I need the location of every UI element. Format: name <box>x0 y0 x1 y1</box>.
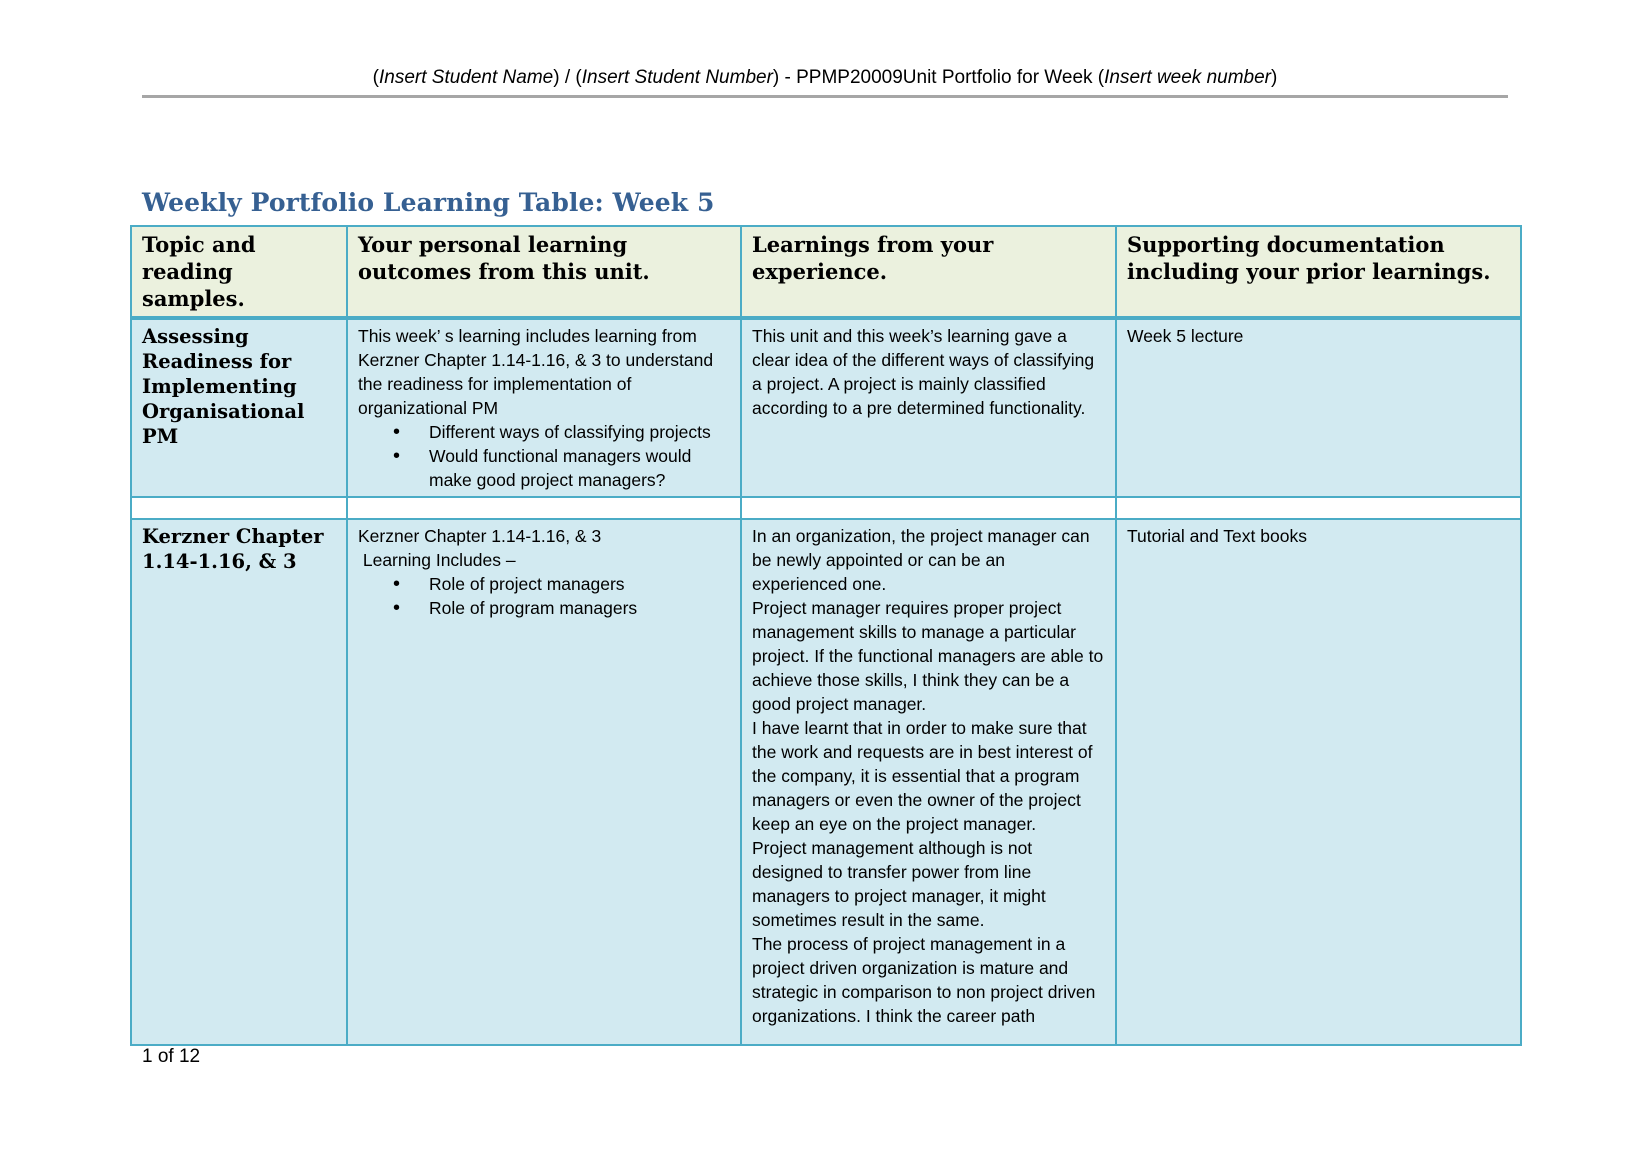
column-header-experience: Learnings from your experience. <box>741 226 1116 318</box>
spacer-cell <box>1116 497 1521 519</box>
spacer-cell <box>347 497 741 519</box>
experience-paragraph: I have learnt that in order to make sure that the work and requests are in best interest of the company, it is essential that a program managers or even the owner of the project keep an eye on the project manager. <box>752 718 1093 834</box>
page-number: 1 of 12 <box>142 1046 201 1067</box>
row2-documentation: Tutorial and Text books <box>1116 519 1521 1045</box>
row2-outcomes-list <box>358 572 730 620</box>
experience-paragraph: In an organization, the project manager can be newly appointed or can be an experienced one. <box>752 526 1090 594</box>
experience-paragraph: Project manager requires proper project management skills to manage a particular project. If the functional managers are able to achieve those skills, I think they can be a good project manager. <box>752 598 1104 714</box>
table-row <box>131 318 1521 497</box>
header-open: ( <box>372 67 379 88</box>
row2-topic: Kerzner Chapter 1.14-1.16, & 3 <box>131 519 347 1045</box>
header-week-number: Insert week number <box>1104 67 1271 88</box>
spacer-cell <box>741 497 1116 519</box>
table-spacer-row <box>131 497 1521 519</box>
list-item: • Would functional managers would make good project managers? <box>429 444 730 492</box>
header-close: ) <box>1271 67 1278 88</box>
page-header <box>142 66 1508 90</box>
list-item: • Role of project managers <box>429 572 730 596</box>
row1-outcomes <box>347 318 741 497</box>
spacer-cell <box>131 497 347 519</box>
experience-paragraph: Project management although is not designed to transfer power from line managers to project manager, it might sometimes result in the same. <box>752 838 1046 930</box>
row1-experience: This unit and this week’s learning gave a clear idea of the different ways of classifying a project. A project is mainly classified according to a pre determined functionality. <box>741 318 1116 497</box>
header-unit-text: ) - PPMP20009Unit Portfolio for Week ( <box>772 67 1105 88</box>
row2-experience <box>741 519 1116 1045</box>
row2-experience-text <box>752 524 1105 1040</box>
column-header-topic: Topic and reading samples. <box>131 226 347 318</box>
table-header-row <box>131 226 1521 318</box>
column-header-outcomes: Your personal learning outcomes from this unit. <box>347 226 741 318</box>
row1-outcomes-list <box>358 420 730 492</box>
row1-outcomes-intro: This week’ s learning includes learning from Kerzner Chapter 1.14-1.16, & 3 to understand the readiness for implementation of organizational PM <box>358 326 714 418</box>
row2-outcomes-line2: Learning Includes – <box>358 550 516 570</box>
column-header-documentation: Supporting documentation including your prior learnings. <box>1116 226 1521 318</box>
list-item: • Role of program managers <box>429 596 730 620</box>
header-separator: ) / ( <box>553 67 582 88</box>
row2-outcomes-line1: Kerzner Chapter 1.14-1.16, & 3 <box>358 526 602 546</box>
document-title: Weekly Portfolio Learning Table: Week 5 <box>142 188 715 217</box>
header-rule <box>142 95 1508 98</box>
header-student-number: Insert Student Number <box>581 67 773 88</box>
experience-paragraph: The process of project management in a project driven organization is mature and strategic in comparison to non project driven organizations. I think the career path <box>752 934 1096 1026</box>
row1-topic: Assessing Readiness for Implementing Organisational PM <box>131 318 347 497</box>
header-student-name: Insert Student Name <box>378 67 554 88</box>
learning-table <box>130 225 1522 1046</box>
row1-documentation: Week 5 lecture <box>1116 318 1521 497</box>
table-row <box>131 519 1521 1045</box>
list-item: • Different ways of classifying projects <box>429 420 730 444</box>
row2-outcomes <box>347 519 741 1045</box>
